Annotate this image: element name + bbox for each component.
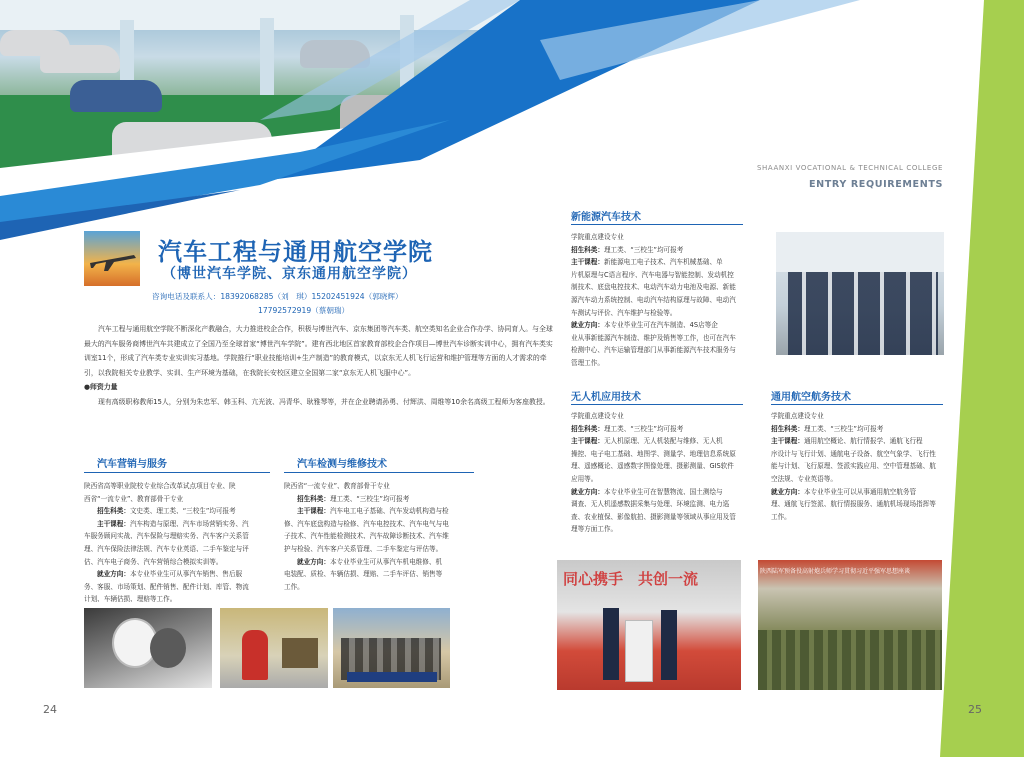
text-line: 本专业毕业生可在智慧物流、国土测绘与 (603, 487, 723, 496)
banner-text-2: 陕西陆军预备役高射炮兵师学习贯彻习近平强军思想座谈 (760, 568, 911, 575)
entry-requirements-heading: ENTRY REQUIREMENTS (808, 179, 943, 190)
text-line: 本专业毕业生可以从事通用航空航务管 (803, 487, 917, 496)
text-line: 空法规、专业英语等。 (771, 474, 837, 483)
text-line: 操控、电子电工基础、地图学、测量学、地理信息系统原 (571, 449, 736, 458)
text-line: 学院重点建设专业 (571, 233, 624, 241)
text-line: 制技术、底盘电控技术、电动汽车动力电池及电源、新能 (571, 283, 736, 292)
label: 招生科类： (97, 507, 130, 516)
text-line: 调查、无人机遥感数据采集与处理、环境监测、电力巡 (571, 500, 730, 509)
page-number-right: 25 (968, 703, 982, 716)
label: 就业方向： (571, 487, 604, 496)
text-line: 修、汽车底盘构造与检修、汽车电控技术、汽车电气与电 (284, 519, 449, 528)
text-line: 理、遥感概论、遥感数字图像处理、摄影测量、GIS软件 (571, 462, 734, 471)
text-line: 序设计与飞行计划、通航电子设备、航空气象学、飞行性 (771, 449, 936, 458)
label: 主干课程： (297, 507, 330, 516)
text-line: 汽车电工电子基础、汽车发动机构造与检 (329, 507, 449, 516)
text-line: 通用航空概论、航行情报学、通航飞行程 (803, 437, 923, 446)
text-line: 片机原理与C语言程序、汽车电器与智能控制、发动机控 (571, 270, 734, 279)
intro-text (84, 322, 558, 410)
label: 招生科类： (571, 245, 604, 254)
label: 主干课程： (571, 437, 604, 446)
text-line: 护与检验、汽车客户关系管理、二手车鉴定与评估等。 (284, 544, 443, 553)
text-line: 计划、车辆估损、理赔等工作。 (84, 595, 177, 604)
text-line: 理工类、“三校生”均可报考 (803, 424, 884, 433)
text-line: 车服务顾问实战、汽车保险与理赔实务、汽车客户关系管 (84, 532, 249, 541)
text-line: 理工类、“三校生”均可报考 (329, 494, 410, 503)
text-line: 理工类、“三校生”均可报考 (603, 424, 684, 433)
drone-team-photo (333, 608, 450, 688)
text-line: 理、汽车保险法律法规、汽车专业英语、二手车鉴定与评 (84, 544, 249, 553)
text-line: 查、农业植保、影像航拍、摄影测量等领域从事应用及管 (571, 512, 736, 521)
text-line: 学院重点建设专业 (571, 412, 624, 420)
text-line: 务、客服、市场策划、配件销售、配件计划、库管、物流 (84, 582, 249, 591)
page-number-left: 24 (43, 703, 57, 716)
text-line: 无人机原理、无人机装配与维修、无人机 (603, 437, 723, 446)
faculty-heading: ●师资力量 (84, 383, 118, 392)
text-line: 本专业毕业生可从事汽车销售、售后服 (129, 570, 243, 579)
ceremony-photo-2 (758, 560, 942, 690)
text-line: 理工类、“三校生”均可报考 (603, 245, 684, 254)
label: 主干课程： (771, 437, 804, 446)
airplane-icon (84, 231, 140, 286)
label: 招生科类： (297, 494, 330, 503)
text-line: 本专业毕业生可在汽车制造、4S店等企 (603, 321, 718, 330)
text-line: 应用等。 (571, 474, 598, 483)
text-line: 管理工作。 (571, 358, 604, 367)
label: 主干课程： (97, 519, 130, 528)
contact-line-2: 17792572919（蔡朝瑞） (258, 306, 350, 315)
intro-paragraph: 汽车工程与通用航空学院不断深化产教融合，大力推进校企合作，积极与博世汽车、京东集团等汽车类、航空类知名企业合作办学、协同育人。与全球最大的汽车服务商博世汽车共建成立了全国乃至全球首家“博世汽车学院”。建有西北地区首家教育部校企合作项目—博世汽车诊断实训中心，拥有汽车类实训室11个，形成了汽车类专业实训实习基地。学院推行“职业技能培训+生产制造”的教育模式，以京东无人机飞行运营和维护管理等方面的人才需求的牵引，以我院相关专业教学、实训、生产环境为基础，在我院长安校区建立全国第二家“京东无人机飞服中心”。 (84, 325, 553, 377)
page-subtitle: （博世汽车学院、京东通用航空学院） (162, 266, 417, 282)
section-body-marketing (84, 480, 270, 606)
section-body-nev (571, 231, 745, 370)
label: 就业方向： (771, 487, 804, 496)
label: 就业方向： (97, 570, 130, 579)
text-line: 工作。 (284, 582, 304, 591)
text-line: 新能源电工电子技术、汽车机械基础、单 (603, 258, 723, 267)
section-title-marketing: 汽车营销与服务 (97, 459, 167, 470)
text-line: 能与计划、飞行原理、签派实践应用、空中管理基础、航 (771, 462, 936, 471)
airplane-photo (84, 231, 140, 286)
mechanic-photo (220, 608, 328, 688)
section-body-aviation (771, 410, 943, 523)
text-line: 西省“一流专业”、教育部骨干专业 (84, 494, 184, 503)
text-line: 陕西省“一流专业”、教育部骨干专业 (284, 482, 390, 490)
page-title: 汽车工程与通用航空学院 (158, 238, 433, 266)
contact-line-1: 咨询电话及联系人：18392068285（刘 琪）15202451924（郭晓辉） (152, 292, 403, 301)
text-line: 业从事新能源汽车制造、维护及销售等工作，也可在汽车 (571, 333, 736, 342)
racing-driver-photo (84, 608, 212, 688)
group-photo (776, 232, 944, 355)
label: 招生科类： (571, 424, 604, 433)
college-name-en: SHAANXI VOCATIONAL & TECHNICAL COLLEGE (756, 164, 943, 172)
faculty-paragraph: 现有高级职称教师15人，分别为朱忠军、韩玉科、亢光波、冯青华、耿雅琴等，并在企业聘请孙勇、付辉洪、周维等10余名高级工程师为客座教授。 (98, 397, 550, 406)
text-line: 文史类、理工类、“三校生”均可报考 (129, 507, 236, 516)
section-title-drone: 无人机应用技术 (571, 392, 641, 403)
text-line: 电装配、质检、车辆估损、理赔、二手车评估、销售等 (284, 570, 443, 579)
section-body-inspection (284, 480, 474, 593)
text-line: 学院重点建设专业 (771, 412, 824, 420)
text-line: 检测中心、汽车运输管理部门从事新能源汽车技术服务与 (571, 346, 736, 355)
banner-text-1: 同心携手 共创一流 (563, 570, 699, 588)
text-line: 理等方面工作。 (571, 525, 618, 534)
text-line: 估、汽车电子商务、汽车营销综合模拟实训等。 (84, 557, 223, 566)
section-body-drone (571, 410, 745, 536)
label: 主干课程： (571, 258, 604, 267)
text-line: 源汽车动力系统控制、电动汽车结构原理与故障、电动汽 (571, 295, 736, 304)
text-line: 陕西省高等职业院校专业综合改革试点项目专业、陕 (84, 482, 236, 490)
text-line: 汽车构造与原理、汽车市场营销实务、汽 (129, 519, 249, 528)
label: 就业方向： (571, 321, 604, 330)
section-title-aviation: 通用航空航务技术 (771, 392, 851, 403)
label: 招生科类： (771, 424, 804, 433)
section-title-inspection: 汽车检测与维修技术 (297, 459, 387, 470)
text-line: 车测试与评价、汽车维护与检验等。 (571, 308, 677, 317)
text-line: 本专业毕业生可从事汽车机电维修、机 (329, 557, 443, 566)
section-title-nev: 新能源汽车技术 (571, 212, 641, 223)
label: 就业方向： (297, 557, 330, 566)
ceremony-photo-1 (557, 560, 741, 690)
text-line: 理、通航飞行签派、航行情报服务、通航机场现场指挥等 (771, 500, 936, 509)
text-line: 工作。 (771, 512, 791, 521)
text-line: 子技术、汽车性能检测技术、汽车故障诊断技术、汽车维 (284, 532, 449, 541)
green-sidebar (934, 0, 1024, 757)
